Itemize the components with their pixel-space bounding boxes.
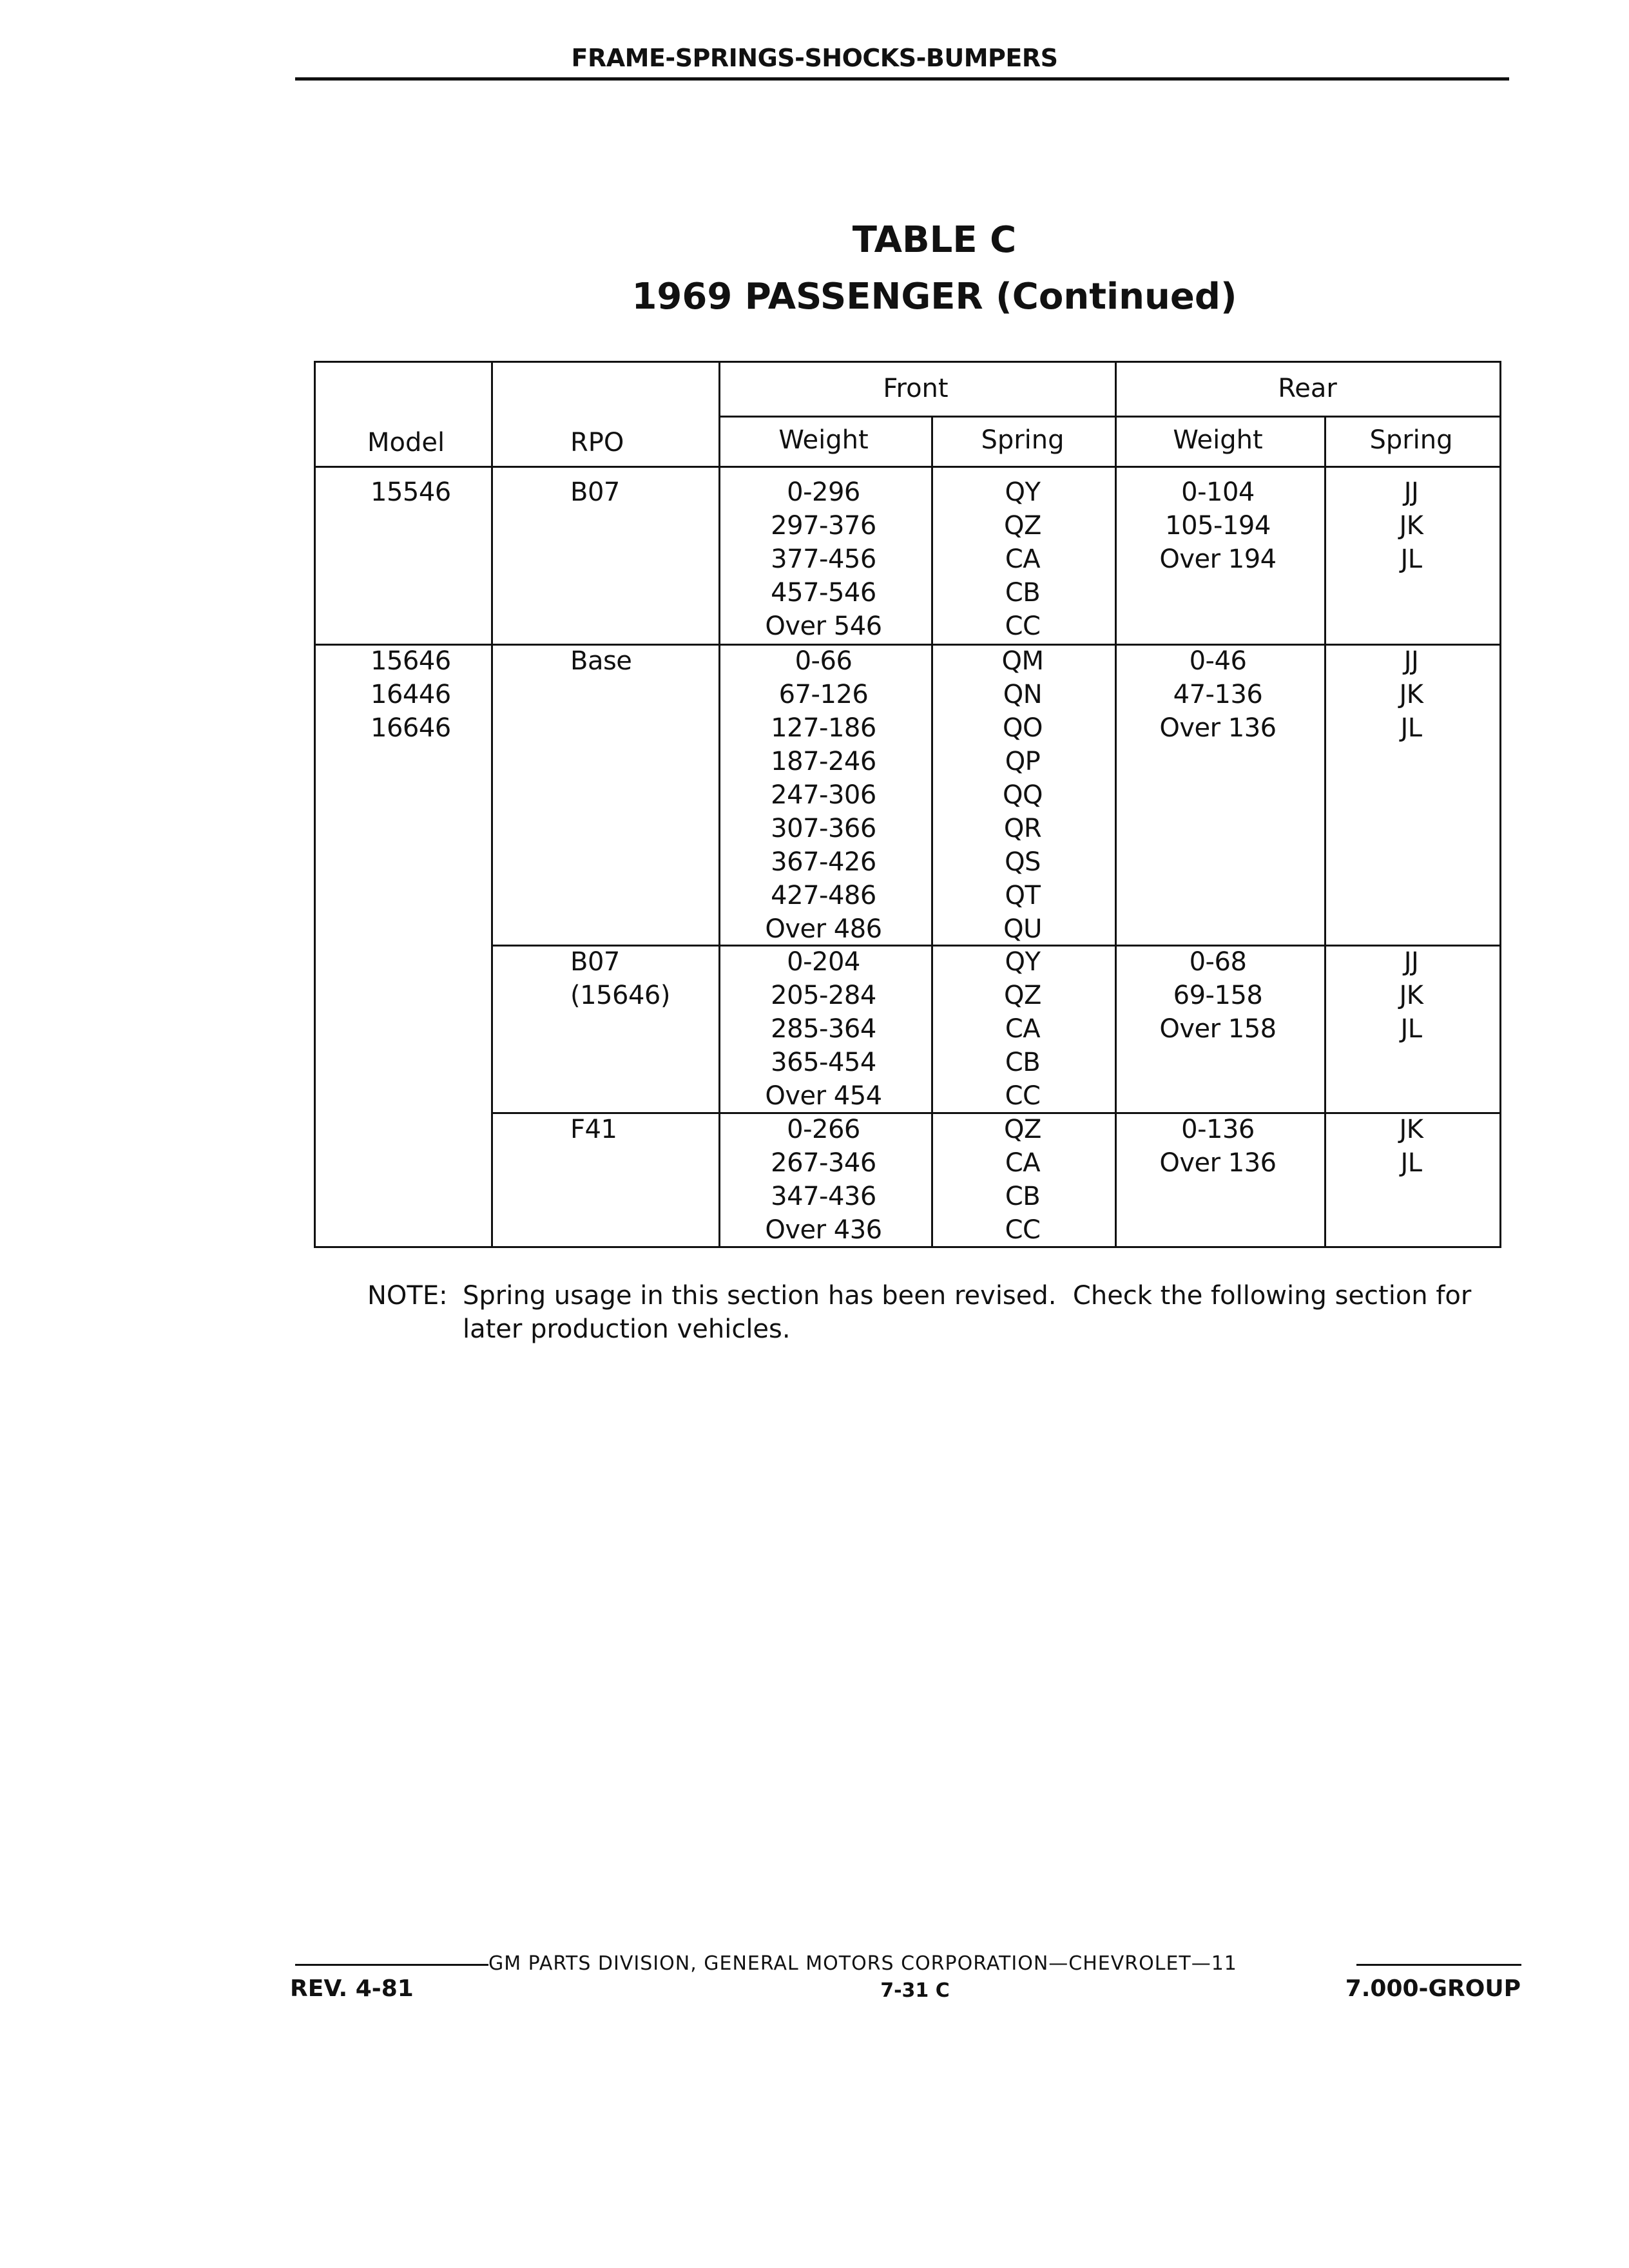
col-header-rear-spring: Spring xyxy=(1369,425,1453,455)
note-line-2: later production vehicles. xyxy=(463,1314,791,1344)
group2-rear-spring: JJ JK JL xyxy=(1399,646,1423,743)
table-title: TABLE C xyxy=(852,219,1017,261)
group1-front-weight: 0-296 297-376 377-456 457-546 Over 546 xyxy=(765,477,882,641)
footer-rule-left xyxy=(295,1964,488,1966)
group1-front-spring: QY QZ CA CB CC xyxy=(1004,477,1041,641)
table-subtitle: 1969 PASSENGER (Continued) xyxy=(631,276,1237,318)
group1-rpo: B07 xyxy=(570,477,620,507)
group4-front-weight: 0-266 267-346 347-436 Over 436 xyxy=(765,1115,882,1245)
group3-front-weight: 0-204 205-284 285-364 365-454 Over 454 xyxy=(765,947,882,1111)
group1-model: 15546 xyxy=(371,477,451,507)
group3-rear-spring: JJ JK JL xyxy=(1399,947,1423,1044)
header-rule xyxy=(295,77,1509,81)
rear-group-header: Rear xyxy=(1278,374,1337,403)
running-header: FRAME-SPRINGS-SHOCKS-BUMPERS xyxy=(571,44,1058,72)
group1-rear-spring: JJ JK JL xyxy=(1399,477,1423,574)
footer-revision: REV. 4-81 xyxy=(290,1975,414,2002)
front-group-header: Front xyxy=(883,374,949,403)
group2-model: 15646 16446 16646 xyxy=(371,646,451,743)
col-header-model: Model xyxy=(367,428,445,457)
group-header-rule xyxy=(718,416,1501,418)
footer-group: 7.000-GROUP xyxy=(1345,1975,1521,2002)
group2-rpo: Base xyxy=(570,646,632,676)
footer-rule-right xyxy=(1356,1964,1521,1966)
group2-rear-weight: 0-46 47-136 Over 136 xyxy=(1159,646,1277,743)
group4-rpo: F41 xyxy=(570,1115,617,1144)
note-label: NOTE: xyxy=(367,1281,448,1311)
col-header-rpo: RPO xyxy=(570,428,624,457)
footer-page-number: 7-31 C xyxy=(880,1979,950,2002)
header-bottom-rule xyxy=(316,466,1501,468)
group4-rear-weight: 0-136 Over 136 xyxy=(1159,1115,1277,1178)
group3-rear-weight: 0-68 69-158 Over 158 xyxy=(1159,947,1277,1044)
group4-rear-spring: JK JL xyxy=(1399,1115,1423,1178)
group2-front-weight: 0-66 67-126 127-186 187-246 247-306 307-366 367-426 427-486 Over 486 xyxy=(765,646,882,944)
col-header-front-spring: Spring xyxy=(981,425,1065,455)
group1-rear-weight: 0-104 105-194 Over 194 xyxy=(1159,477,1277,574)
col-header-front-weight: Weight xyxy=(778,425,869,455)
group3-front-spring: QY QZ CA CB CC xyxy=(1004,947,1041,1111)
group2-front-spring: QM QN QO QP QQ QR QS QT QU xyxy=(1001,646,1044,944)
col-divider-model-rpo xyxy=(491,363,493,1248)
group4-front-spring: QZ CA CB CC xyxy=(1004,1115,1041,1245)
group3-rpo: B07 (15646) xyxy=(570,947,670,1010)
note-line-1: Spring usage in this section has been revised. Check the following section for xyxy=(463,1281,1472,1311)
col-header-rear-weight: Weight xyxy=(1173,425,1263,455)
footer-publisher: GM PARTS DIVISION, GENERAL MOTORS CORPORATION—CHEVROLET—11 xyxy=(488,1952,1237,1975)
